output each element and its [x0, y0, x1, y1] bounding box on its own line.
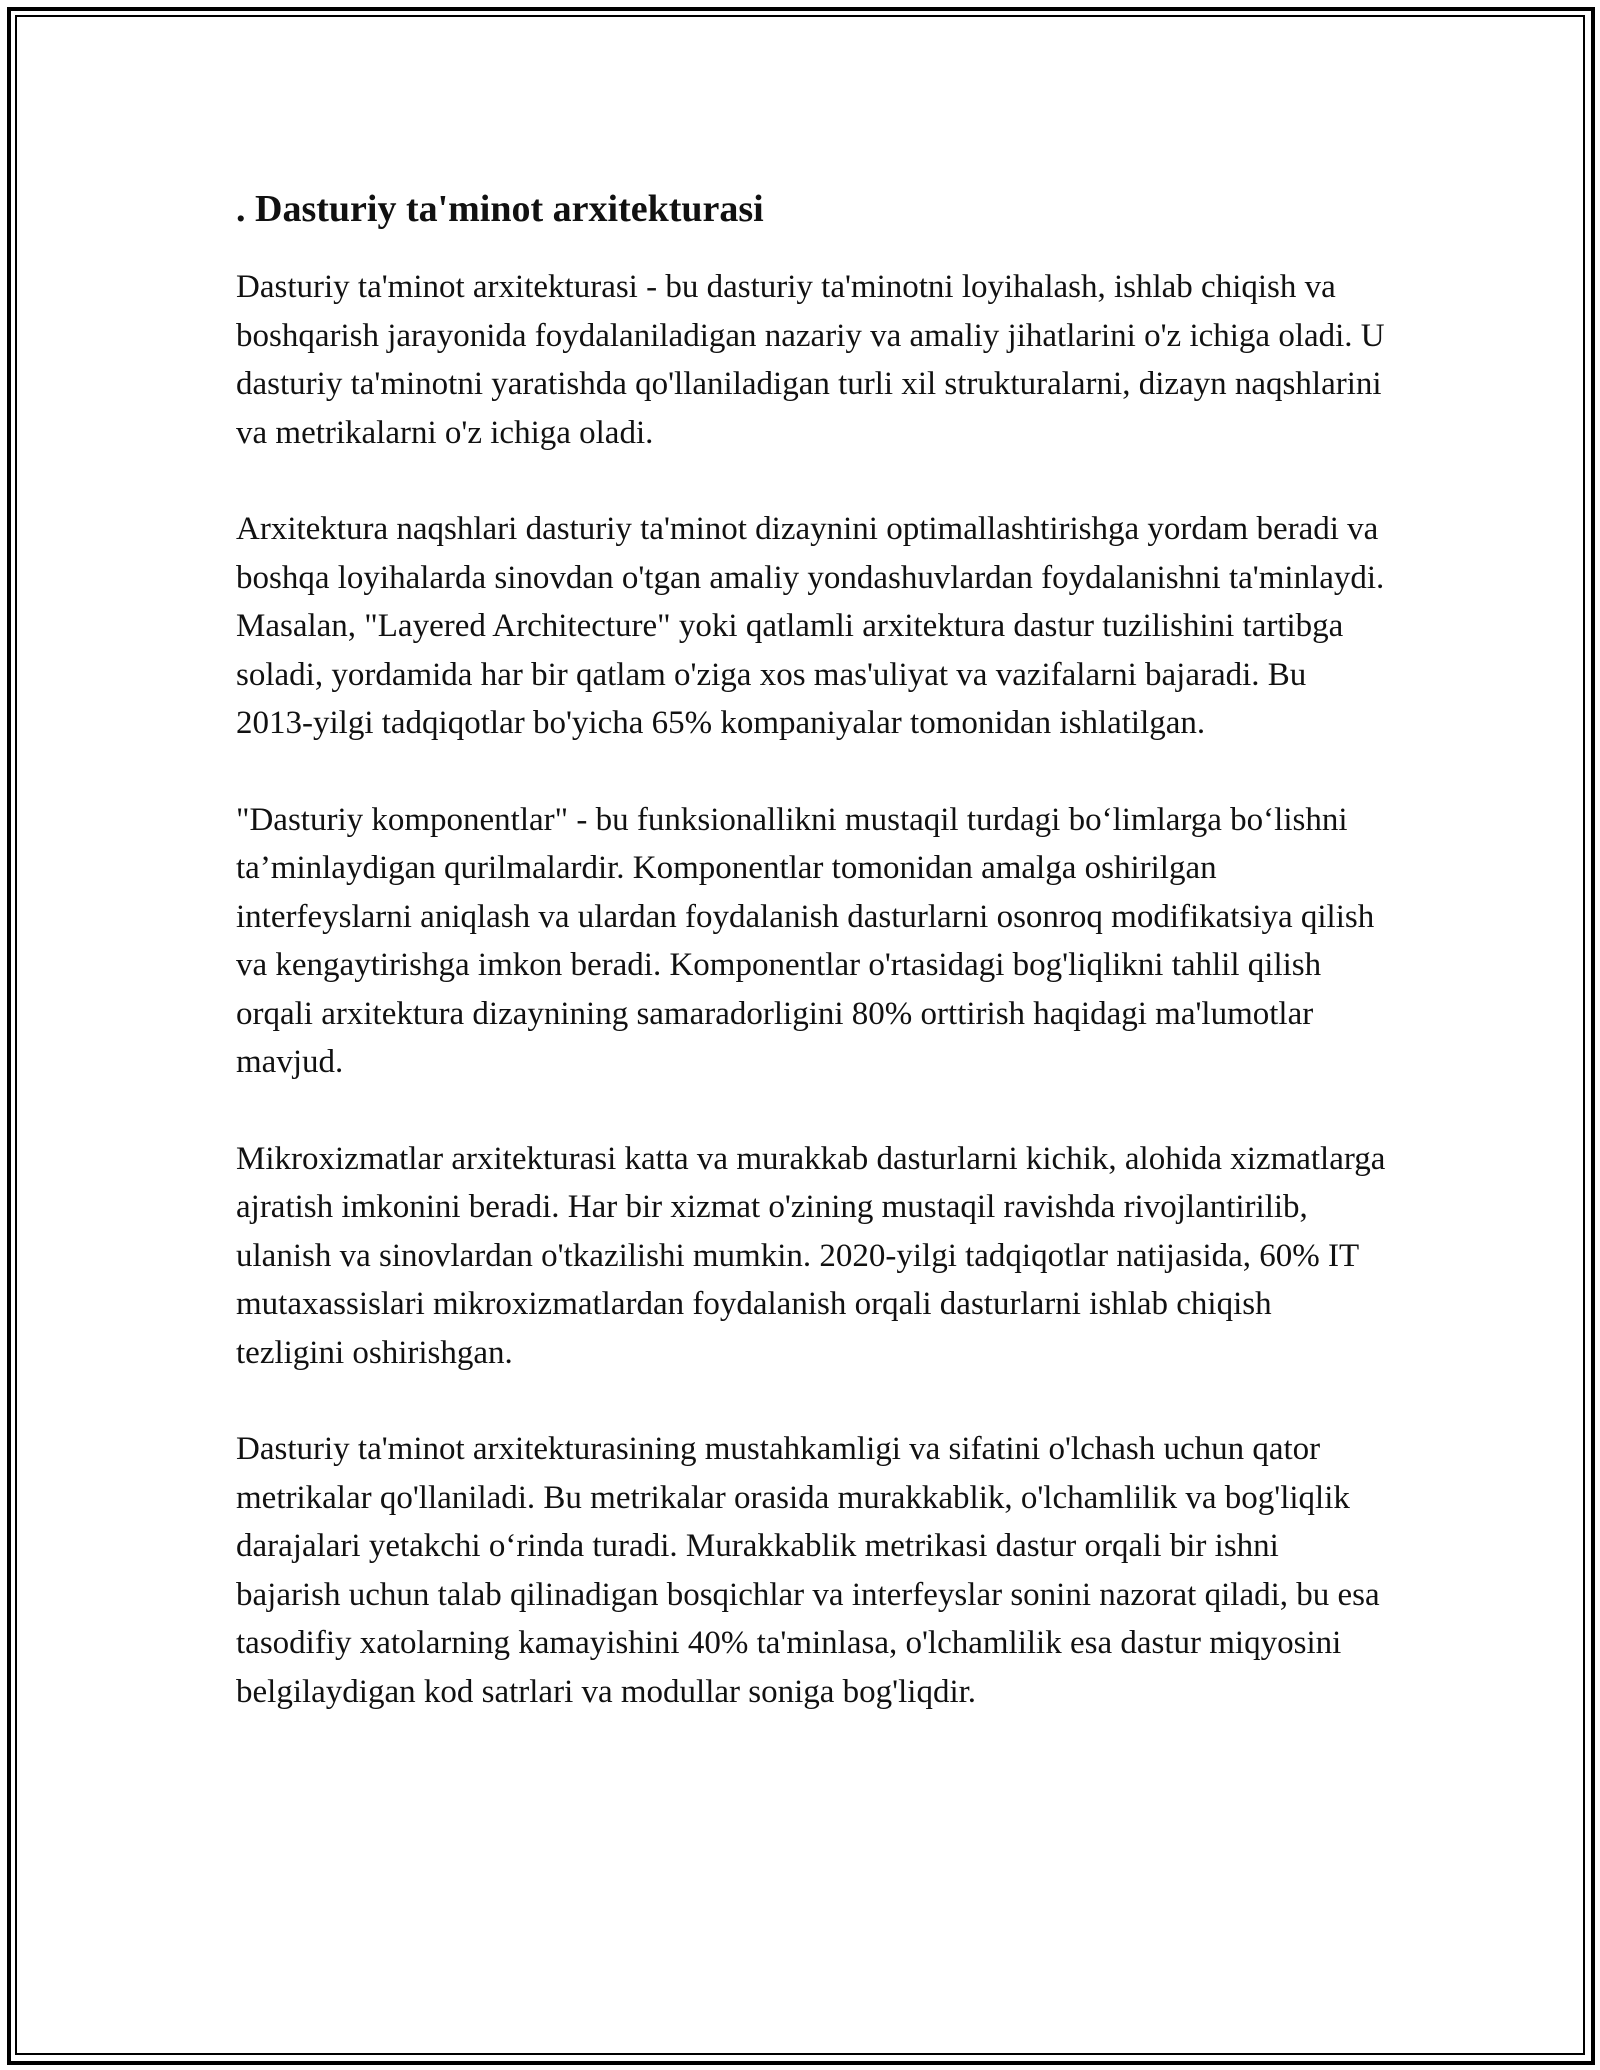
paragraph-architecture-patterns: Arxitektura naqshlari dasturiy ta'minot dizaynini optimallashtirishga yordam beradi va boshqa loyihalarda sinovdan o'tgan amaliy yondashuvlardan foydalanishni ta'minlaydi. Masalan, "Layered Architecture" yoki qatlamli arxitektura dastur tuzilishini tartibga soladi, yordamida har bir qatlam o'ziga xos mas'uliyat va vazifalarni bajaradi. Bu 2013-yilgi tadqiqotlar bo'yicha 65% kompaniyalar tomonidan ishlatilgan.	[236, 511, 1385, 741]
paragraph-metrics: Dasturiy ta'minot arxitekturasining mustahkamligi va sifatini o'lchash uchun qator metrikalar qo'llaniladi. Bu metrikalar orasida murakkablik, o'lchamlilik va bog'liqlik darajalari yetakchi o‘rinda turadi. Murakkablik metrikasi dastur orqali bir ishni bajarish uchun talab qilinadigan bosqichlar va interfeyslar sonini nazorat qiladi, bu esa tasodifiy xatolarning kamayishini 40% ta'minlasa, o'lchamlilik esa dastur miqyosini belgilaydigan kod satrlari va modullar soniga bog'liqdir.	[236, 1431, 1380, 1710]
paragraph-software-components: "Dasturiy komponentlar" - bu funksionallikni mustaqil turdagi bo‘limlarga bo‘lishni ta’minlaydigan qurilmalardir. Komponentlar tomonidan amalga oshirilgan interfeyslarni aniqlash va ulardan foydalanish dasturlarni osonroq modifikatsiya qilish va kengaytirishga imkon beradi. Komponentlar o'rtasidagi bog'liqlikni tahlil qilish orqali arxitektura dizaynining samaradorligini 80% orttirish haqidagi ma'lumotlar mavjud.	[236, 801, 1375, 1080]
paragraph-intro: Dasturiy ta'minot arxitekturasi - bu dasturiy ta'minotni loyihalash, ishlab chiqish va boshqarish jarayonida foydalaniladigan nazariy va amaliy jihatlarini o'z ichiga oladi. U dasturiy ta'minotni yaratishda qo'llaniladigan turli xil strukturalarni, dizayn naqshlarini va metrikalarni o'z ichiga oladi.	[236, 269, 1385, 451]
document-body	[236, 185, 1386, 1764]
paragraph-microservices: Mikroxizmatlar arxitekturasi katta va murakkab dasturlarni kichik, alohida xizmatlarga ajratish imkonini beradi. Har bir xizmat o'zining mustaqil ravishda rivojlantirilib, ulanish va sinovlardan o'tkazilishi mumkin. 2020-yilgi tadqiqotlar natijasida, 60% IT mutaxassislari mikroxizmatlardan foydalanish orqali dasturlarni ishlab chiqish tezligini oshirishgan.	[236, 1140, 1386, 1371]
document-title: . Dasturiy ta'minot arxitekturasi	[236, 188, 764, 230]
